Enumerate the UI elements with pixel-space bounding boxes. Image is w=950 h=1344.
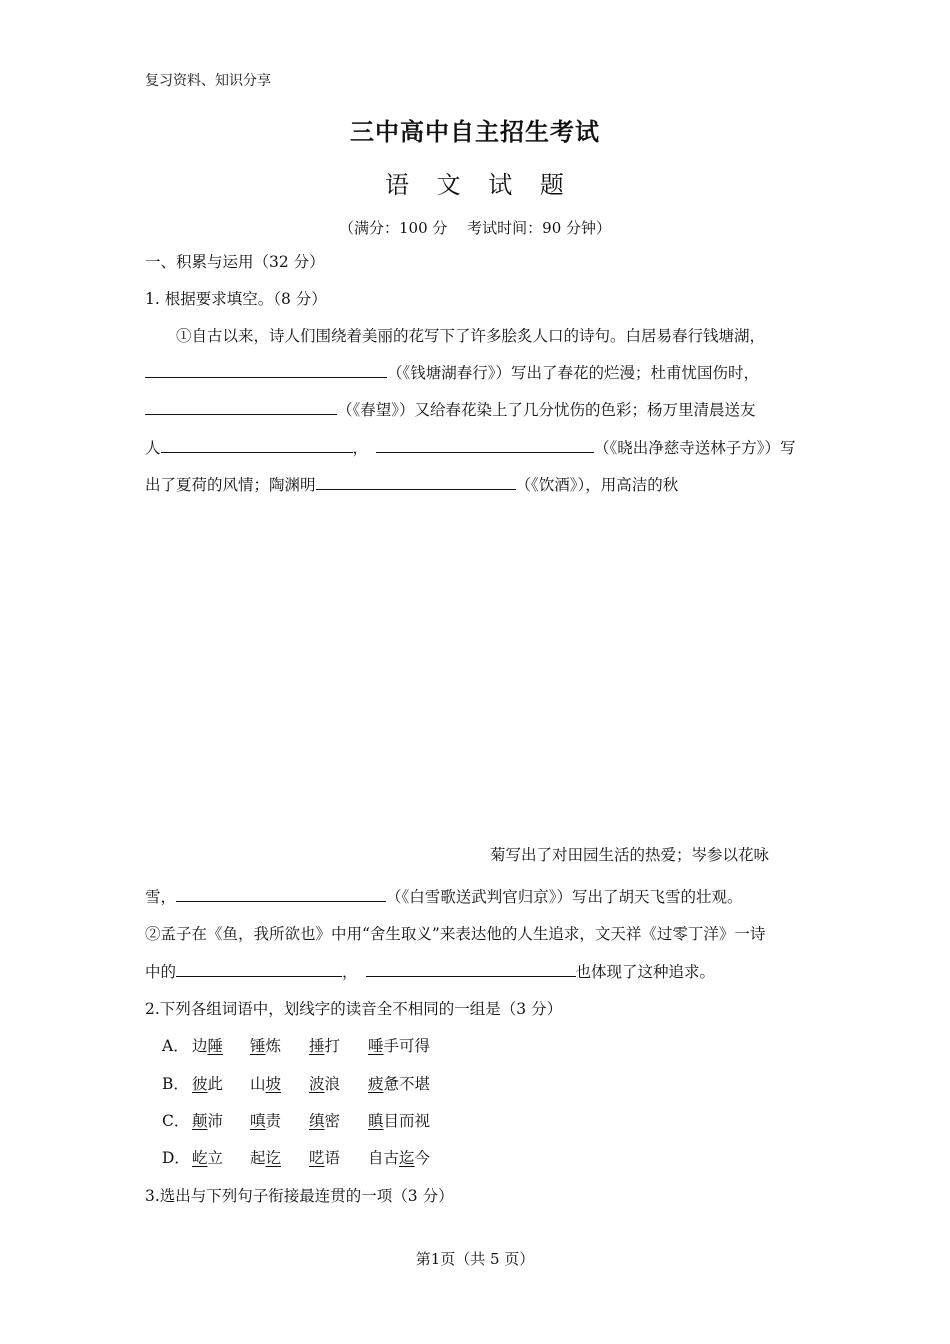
answer-blank[interactable] [376,436,594,453]
underlined-char: 彼 [192,1075,208,1093]
q1-paragraph-line: ②孟子在《鱼，我所欲也》中用“舍生取义”来表达他的人生追求，文天祥《过零丁洋》一诗 [145,925,766,943]
underlined-char: 瞋 [368,1112,384,1130]
option-word: 捶打 [309,1037,341,1055]
underlined-char: 坡 [265,1075,282,1093]
q1-text: （《春望》）又给春花染上了几分忧伤的色彩；杨万里清晨送友 [337,401,756,419]
underlined-char: 唾 [368,1037,384,1055]
q1-text: 中的 [145,963,177,981]
q1-paragraph-line [145,436,796,458]
question-3-heading: 3.选出与下列句子衔接最连贯的一项（3 分） [145,1187,454,1205]
underlined-char: 讫 [265,1149,282,1167]
underlined-char: 锤 [250,1037,266,1055]
option-word: 起讫 [250,1149,282,1167]
underlined-char: 缜 [309,1112,325,1130]
q1-text: ， [352,439,369,457]
option-word: 彼此 [192,1075,224,1093]
answer-blank[interactable] [145,361,387,378]
option-word: 疲惫不堪 [368,1075,431,1093]
q1-paragraph-line [145,361,759,383]
q1-text: （《钱塘湖春行》）写出了春花的烂漫；杜甫忧国伤时， [387,364,760,382]
option-word: 颠沛 [192,1112,224,1130]
q1-text: （《晓出净慈寺送林子方》）写 [594,439,796,457]
answer-blank[interactable] [145,398,337,415]
option-word: 自古迄今 [368,1149,431,1167]
answer-blank[interactable] [366,960,576,977]
option-label[interactable]: A． [162,1037,189,1055]
underlined-char: 嗔 [250,1112,266,1130]
option-word: 瞋目而视 [368,1112,431,1130]
option-word: 唾手可得 [368,1037,431,1055]
option-word: 缜密 [309,1112,341,1130]
question-2-heading: 2.下列各组词语中，划线字的读音全不相同的一组是（3 分） [145,1000,563,1018]
q1-text: 也体现了这种追求。 [575,963,716,981]
q1-text: （《饮酒》），用高洁的秋 [515,476,679,494]
option-label[interactable]: B． [162,1075,189,1093]
q1-text: 人 [145,439,161,457]
q1-paragraph-line [145,398,756,420]
q1-paragraph-line [145,885,743,907]
option-word: 嗔责 [250,1112,282,1130]
question-1-heading: 1. 根据要求填空。（8 分） [145,290,327,308]
option-word: 锤炼 [250,1037,282,1055]
option-label[interactable]: D． [162,1149,190,1167]
underlined-char: 屹 [192,1149,208,1167]
q1-text: ， [342,963,358,981]
underlined-char: 颠 [192,1112,208,1130]
q1-paragraph-line: ①自古以来，诗人们围绕着美丽的花写下了许多脍炙人口的诗句。白居易春行钱塘湖， [176,327,766,345]
answer-blank[interactable] [176,960,342,977]
underlined-char: 捶 [309,1037,325,1055]
exam-subtitle: 语 文 试 题 [385,171,565,199]
q1-text: 出了夏荷的风情；陶渊明 [145,476,316,494]
q1-text: 雪， [145,888,177,906]
option-word: 屹立 [192,1149,224,1167]
q1-paragraph-line [145,473,678,495]
answer-blank[interactable] [176,885,386,902]
underlined-char: 呓 [309,1149,325,1167]
exam-info: （满分：100 分 考试时间：90 分钟） [338,219,612,237]
page-footer: 第1页（共 5 页） [415,1250,535,1268]
section-heading: 一、积累与运用（32 分） [145,253,325,271]
exam-title: 三中高中自主招生考试 [350,118,600,146]
underlined-char: 疲 [368,1075,384,1093]
q1-text: （《白雪歌送武判官归京》）写出了胡天飞雪的壮观。 [386,888,743,906]
option-word: 山坡 [250,1075,282,1093]
q1-paragraph-line: 菊写出了对田园生活的热爱；岑参以花咏 [490,846,770,864]
answer-blank[interactable] [161,436,353,453]
option-label[interactable]: C． [162,1112,190,1130]
option-word: 边陲 [192,1037,224,1055]
underlined-char: 陲 [207,1037,224,1055]
q1-paragraph-line [145,960,715,982]
underlined-char: 波 [309,1075,325,1093]
answer-blank[interactable] [316,473,516,490]
header-note: 复习资料、知识分享 [145,73,271,89]
option-word: 波浪 [309,1075,341,1093]
option-word: 呓语 [309,1149,341,1167]
underlined-char: 迄 [399,1149,415,1167]
